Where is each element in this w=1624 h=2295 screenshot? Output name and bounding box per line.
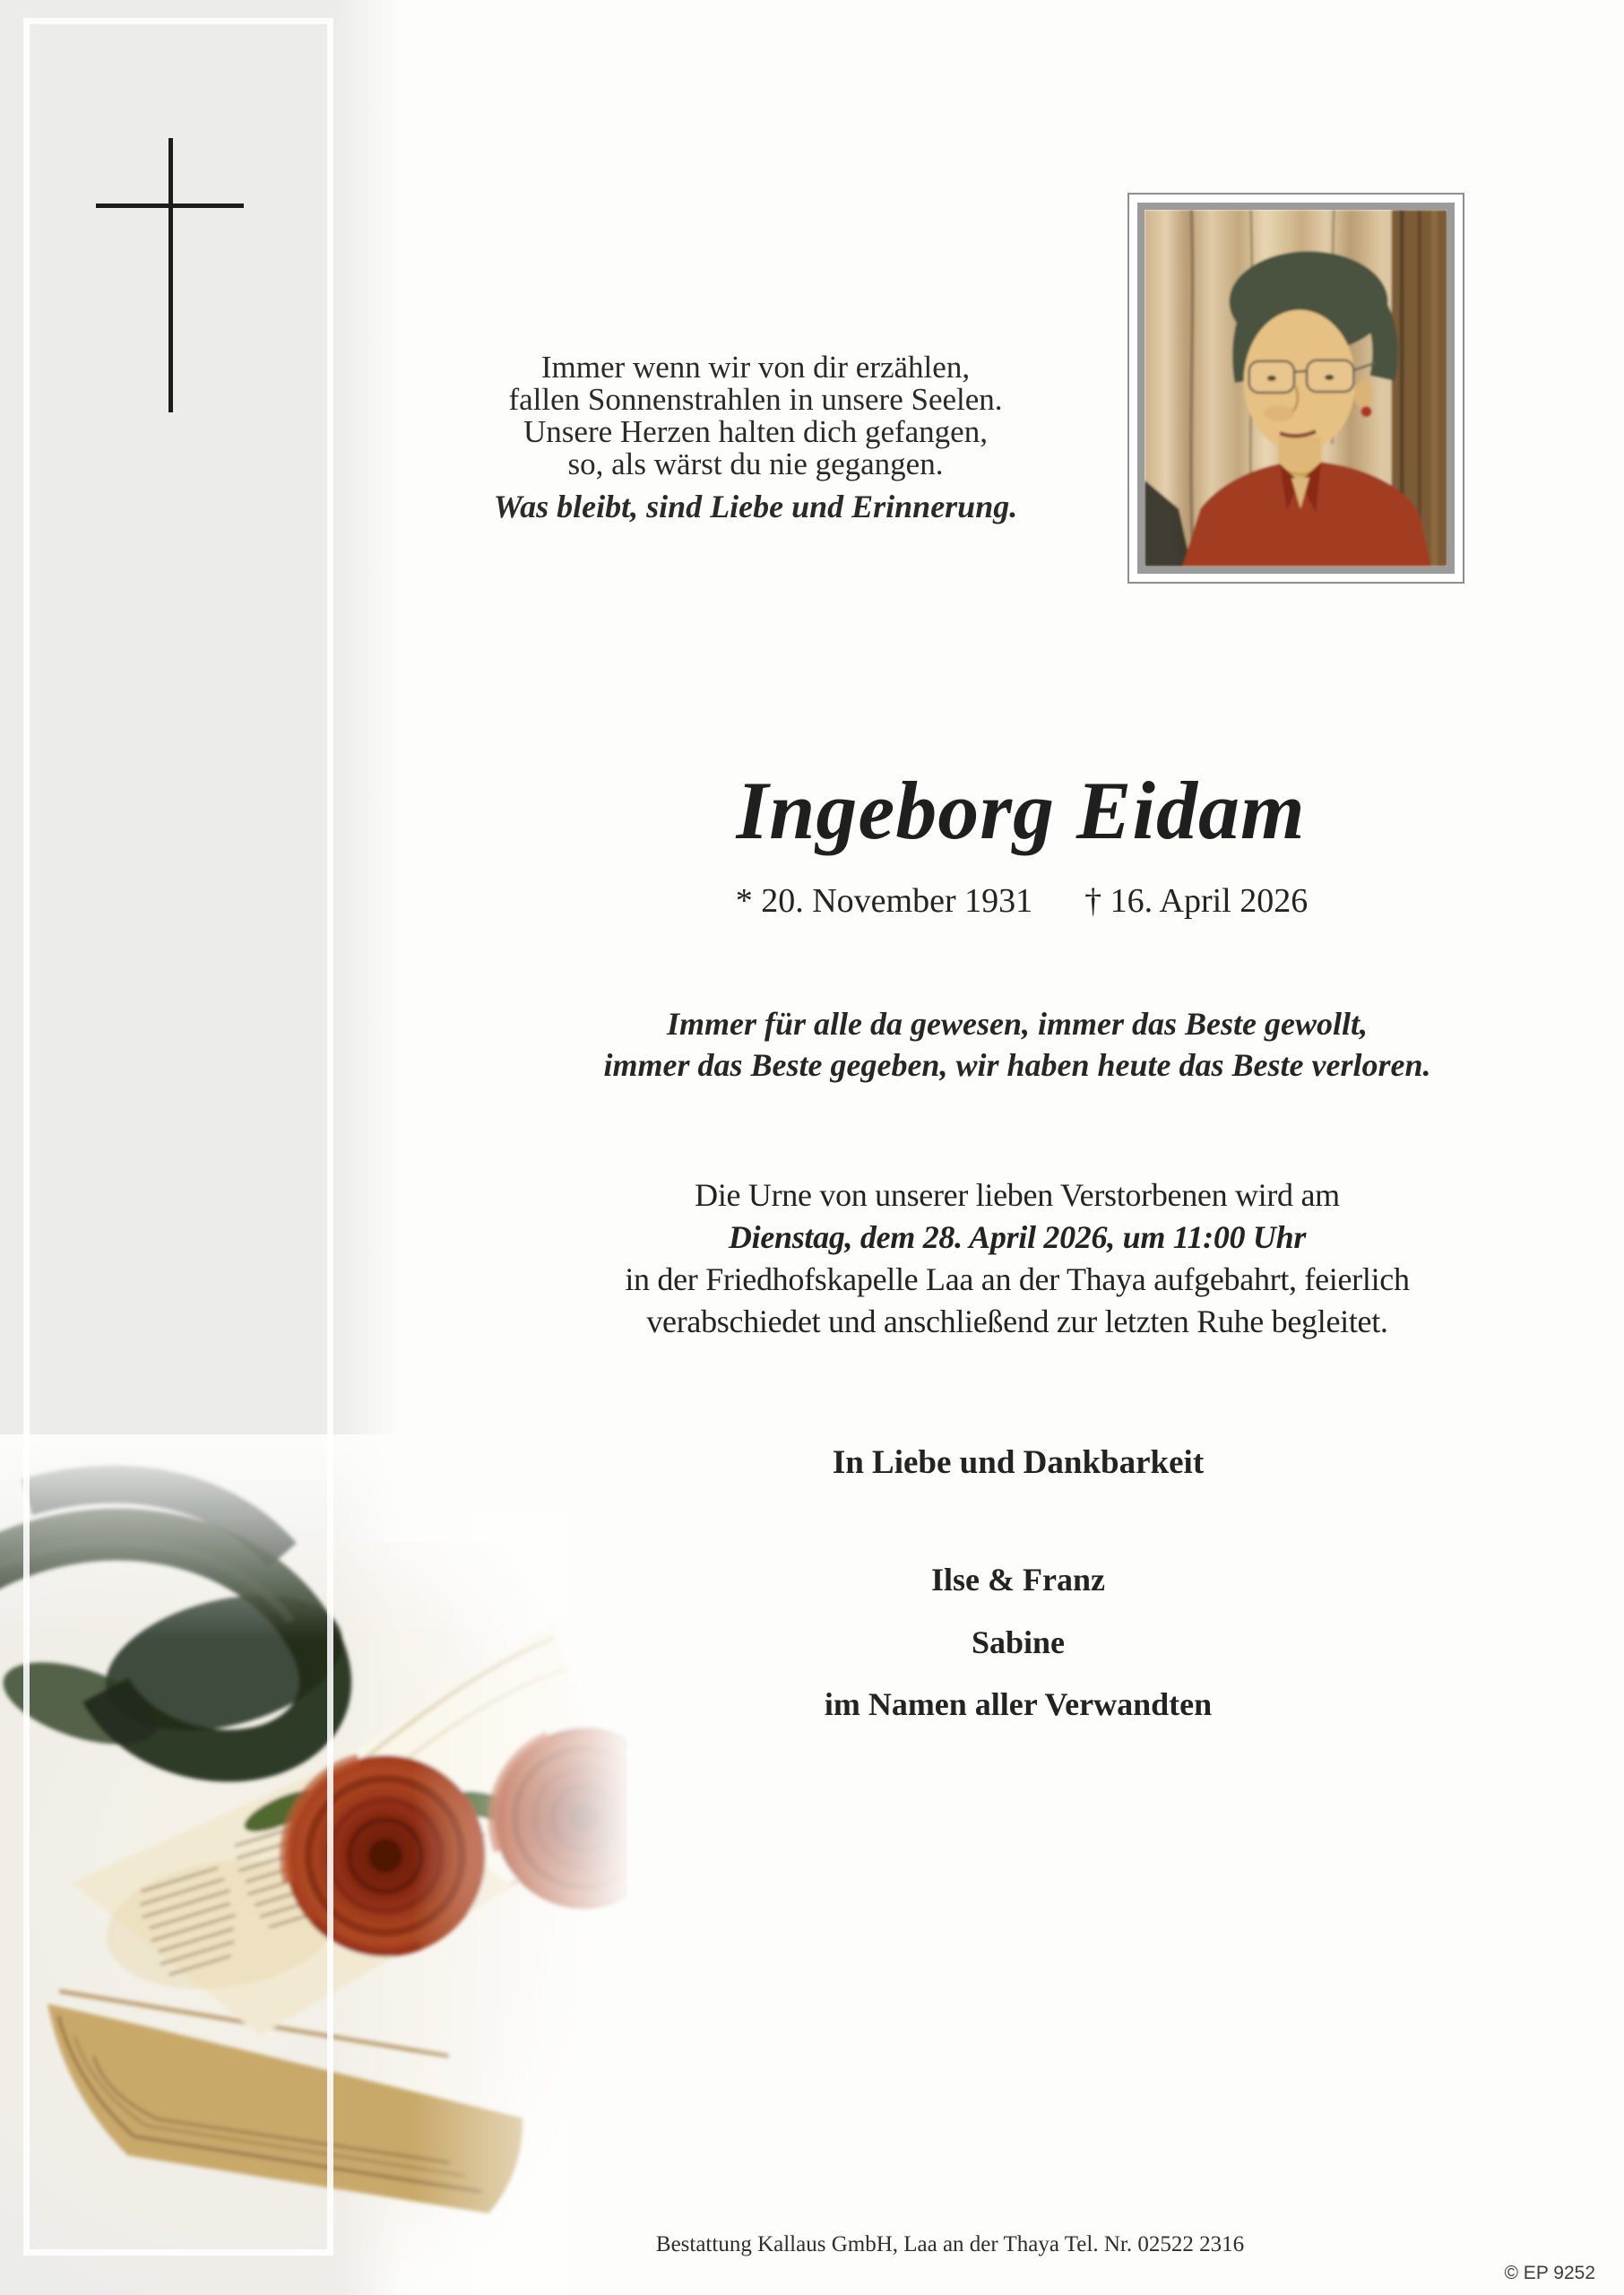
deceased-name: Ingeborg Eidam: [736, 765, 1306, 856]
funeral-announcement: [524, 1174, 1510, 1343]
mourner-line: im Namen aller Verwandten: [824, 1686, 1213, 1722]
life-dates: [663, 880, 1380, 922]
funeral-home-line: Bestattung Kallaus GmbH, Laa an der Thaya Tel. Nr. 02522 2316: [655, 2232, 1245, 2256]
mourner-line: Ilse & Franz: [931, 1562, 1105, 1598]
book-with-roses-photo: [0, 1434, 627, 2295]
portrait-photo-frame: [1137, 203, 1455, 574]
poem-line: Immer wenn wir von dir erzählen,: [540, 350, 971, 385]
poem-line: so, als wärst du nie gegangen.: [567, 446, 944, 481]
announcement-line: verabschiedet und anschließend zur letzten Ruhe begleitet.: [646, 1303, 1388, 1339]
cross-horizontal-bar: [96, 204, 244, 208]
poem-line: Unsere Herzen halten dich gefangen,: [523, 414, 988, 449]
portrait-photo: [1127, 193, 1464, 584]
print-copyright: © EP 9252: [1504, 2263, 1595, 2283]
mourner-line: Sabine: [971, 1624, 1066, 1660]
quote-line: Immer für alle da gewesen, immer das Beste gewollt,: [667, 1006, 1368, 1042]
quote-line: immer das Beste gegeben, wir haben heute das Beste verloren.: [603, 1047, 1431, 1083]
tribute-quote: [569, 1003, 1465, 1086]
closing-heading: In Liebe und Dankbarkeit: [832, 1444, 1205, 1481]
poem-emphasis-line: Was bleibt, sind Liebe und Erinnerung.: [493, 489, 1018, 524]
cross-vertical-bar: [168, 138, 173, 412]
birth-date: * 20. November 1931: [735, 882, 1033, 920]
poem-line: fallen Sonnenstrahlen in unsere Seelen.: [508, 382, 1003, 417]
funeral-datetime: Dienstag, dem 28. April 2026, um 11:00 Uhr: [728, 1219, 1307, 1255]
death-date: † 16. April 2026: [1084, 882, 1309, 920]
poem-block: [397, 351, 1114, 523]
announcement-line: Die Urne von unserer lieben Verstorbenen wird am: [695, 1177, 1340, 1213]
announcement-line: in der Friedhofskapelle Laa an der Thaya aufgebahrt, feierlich: [625, 1261, 1410, 1297]
